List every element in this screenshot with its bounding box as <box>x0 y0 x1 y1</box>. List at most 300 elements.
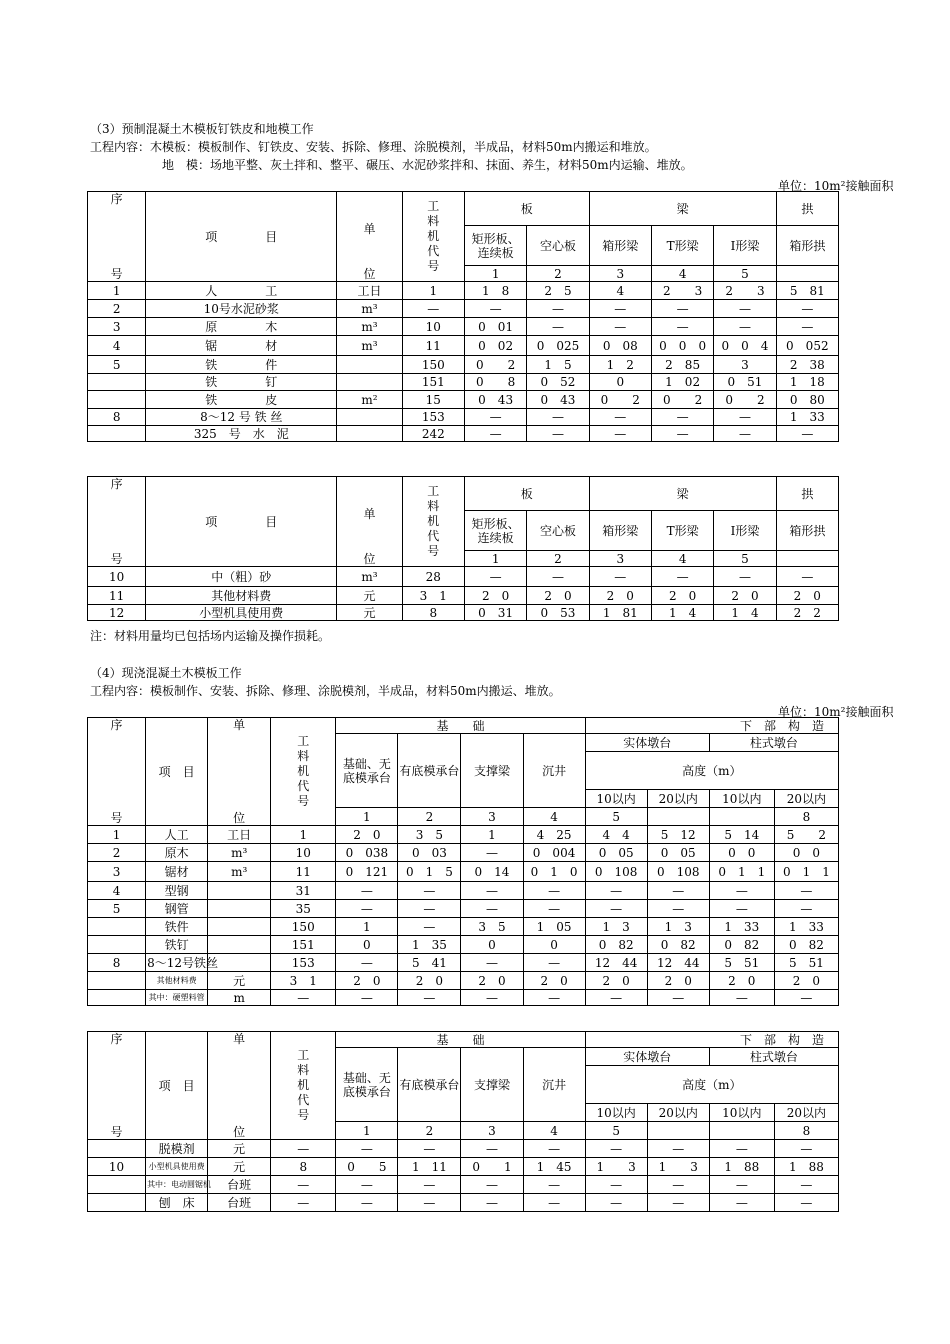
row-code: 8 <box>402 605 464 621</box>
header-n6 <box>776 266 838 282</box>
row-value: 0 5 <box>336 1158 398 1176</box>
row-value: 0 038 <box>336 844 398 862</box>
row-value: — <box>398 990 461 1006</box>
header-n3: 3 <box>461 1122 523 1140</box>
row-unit <box>208 900 271 918</box>
row-code: — <box>271 1140 336 1158</box>
row-unit: m³ <box>337 336 402 356</box>
table-row <box>88 391 839 409</box>
row-value: 2 3 <box>651 282 713 300</box>
row-code: 3 1 <box>271 972 336 990</box>
header-h2: 20以内 <box>647 790 709 808</box>
row-value: 0 108 <box>585 862 647 882</box>
header-c5: I形梁 <box>714 226 776 266</box>
row-value: 2 38 <box>776 356 838 374</box>
row-value: 0 2 <box>464 356 526 374</box>
row-value: — <box>464 567 526 587</box>
row-value: 2 2 <box>776 605 838 621</box>
row-value: 0 1 1 <box>709 862 774 882</box>
row-unit: m² <box>337 391 402 409</box>
row-seq: 4 <box>88 336 146 356</box>
row-value: 2 0 <box>336 826 398 844</box>
table-row <box>88 900 839 918</box>
header-h3: 10以内 <box>709 1104 774 1122</box>
row-unit: m³ <box>208 862 271 882</box>
row-code: 150 <box>402 356 464 374</box>
row-item: 其中：电动圆锯机 <box>146 1176 208 1194</box>
row-value: — <box>523 1176 585 1194</box>
header-xiabu: 下 部 构 造 <box>585 1032 838 1048</box>
row-value: 1 05 <box>523 918 585 936</box>
row-value: 0 52 <box>527 374 589 391</box>
row-unit: m³ <box>337 318 402 336</box>
row-value: — <box>585 1194 647 1212</box>
table-row <box>88 826 839 844</box>
section4-title: （4）现浇混凝土木模板工作 <box>90 666 242 680</box>
row-value: 1 11 <box>398 1158 461 1176</box>
row-item: 铁 皮 <box>146 391 337 409</box>
section4-content: 工程内容：模板制作、安装、拆除、修理、涂脱模剂，半成品，材料50m内搬运、堆放。 <box>90 684 561 698</box>
row-seq: 5 <box>88 356 146 374</box>
header-gong: 拱 <box>776 477 838 511</box>
row-seq <box>88 1140 146 1158</box>
row-value: 0 82 <box>709 936 774 954</box>
row-value: 0 052 <box>776 336 838 356</box>
row-value: — <box>527 300 589 318</box>
row-value: 2 0 <box>398 972 461 990</box>
row-unit: 元 <box>208 1140 271 1158</box>
row-value: 1 2 <box>589 356 651 374</box>
row-unit <box>208 882 271 900</box>
row-value: 0 08 <box>589 336 651 356</box>
header-unit-bottom: 位 <box>208 808 271 826</box>
row-value: 0 <box>461 936 523 954</box>
table-row <box>88 356 839 374</box>
row-value: 1 45 <box>523 1158 585 1176</box>
table-row <box>88 300 839 318</box>
row-unit: m³ <box>337 567 402 587</box>
row-value: — <box>647 1140 709 1158</box>
header-c1: 矩形板、连续板 <box>464 226 526 266</box>
row-value: — <box>589 300 651 318</box>
table-row <box>88 844 839 862</box>
header-n7 <box>709 808 774 826</box>
row-code: 8 <box>271 1158 336 1176</box>
row-value: — <box>776 567 838 587</box>
row-value: 2 0 <box>461 972 523 990</box>
row-value: 2 0 <box>651 587 713 605</box>
header-zhushi: 柱式墩台 <box>709 734 838 752</box>
row-value: 2 0 <box>714 587 776 605</box>
row-value: 0 53 <box>527 605 589 621</box>
header-c1: 基础、无底模承台 <box>336 734 398 808</box>
row-seq: 2 <box>88 844 146 862</box>
row-item: 脱模剂 <box>146 1140 208 1158</box>
row-value: 0 1 0 <box>523 862 585 882</box>
row-value: 1 88 <box>709 1158 774 1176</box>
row-value: 3 5 <box>398 826 461 844</box>
row-value: — <box>647 1176 709 1194</box>
row-value: 0 01 <box>464 318 526 336</box>
header-c3: 箱形梁 <box>589 511 651 551</box>
row-value: — <box>523 954 585 972</box>
row-item: 铁钉 <box>146 936 208 954</box>
header-h4: 20以内 <box>774 790 838 808</box>
header-xiabu: 下 部 构 造 <box>585 718 838 734</box>
header-n4: 4 <box>523 1122 585 1140</box>
row-seq: 4 <box>88 882 146 900</box>
row-value: — <box>336 990 398 1006</box>
row-value: — <box>774 1140 838 1158</box>
row-value: — <box>336 882 398 900</box>
table-3b <box>87 476 839 621</box>
row-value: — <box>774 990 838 1006</box>
row-seq: 10 <box>88 567 146 587</box>
header-n8: 8 <box>774 1122 838 1140</box>
row-seq: 2 <box>88 300 146 318</box>
header-c3: 支撑梁 <box>461 734 523 808</box>
header-n6 <box>776 551 838 567</box>
header-c1: 矩形板、连续板 <box>464 511 526 551</box>
row-code: 31 <box>271 882 336 900</box>
row-code: 153 <box>402 409 464 426</box>
row-value: 0 <box>523 936 585 954</box>
row-seq: 3 <box>88 318 146 336</box>
table-row <box>88 318 839 336</box>
header-seq-bottom: 号 <box>88 808 146 826</box>
row-value: — <box>398 918 461 936</box>
row-value: 3 <box>714 356 776 374</box>
row-value: 0 31 <box>464 605 526 621</box>
row-value: 2 0 <box>523 972 585 990</box>
row-unit: 元 <box>208 1158 271 1176</box>
row-value: — <box>651 300 713 318</box>
row-value: 2 0 <box>464 587 526 605</box>
row-code: 150 <box>271 918 336 936</box>
header-n1: 1 <box>336 1122 398 1140</box>
row-value: — <box>585 1176 647 1194</box>
row-value: — <box>336 900 398 918</box>
header-c2: 空心板 <box>527 226 589 266</box>
row-value: 2 0 <box>589 587 651 605</box>
row-value: 1 5 <box>527 356 589 374</box>
table-row <box>88 954 839 972</box>
row-item: 人工 <box>146 826 208 844</box>
row-value: — <box>647 882 709 900</box>
row-value: — <box>527 318 589 336</box>
row-value: 5 81 <box>776 282 838 300</box>
row-value: 0 82 <box>585 936 647 954</box>
row-value: — <box>774 1176 838 1194</box>
row-code: 11 <box>271 862 336 882</box>
header-item: 项 目 <box>146 1032 208 1140</box>
row-value: 4 4 <box>585 826 647 844</box>
row-value: 1 4 <box>651 605 713 621</box>
row-value: 1 81 <box>589 605 651 621</box>
row-item: 中（粗）砂 <box>146 567 337 587</box>
row-value: — <box>336 1194 398 1212</box>
header-seq-bottom: 号 <box>88 266 146 282</box>
header-unit-top: 单 <box>337 477 402 551</box>
table-row <box>88 587 839 605</box>
row-value: — <box>523 990 585 1006</box>
row-item: 人 工 <box>146 282 337 300</box>
header-n5: 5 <box>714 551 776 567</box>
header-zhushi: 柱式墩台 <box>709 1048 838 1066</box>
row-value: — <box>589 567 651 587</box>
table-row <box>88 936 839 954</box>
row-value: — <box>714 300 776 318</box>
header-gong: 拱 <box>776 192 838 226</box>
row-value: — <box>776 318 838 336</box>
row-value: 0 05 <box>585 844 647 862</box>
row-value: 0 82 <box>647 936 709 954</box>
table-row <box>88 605 839 621</box>
row-value: 1 35 <box>398 936 461 954</box>
row-value: 0 1 <box>461 1158 523 1176</box>
row-value: — <box>709 1176 774 1194</box>
header-seq: 序 <box>88 1032 146 1122</box>
header-liang: 梁 <box>589 192 776 226</box>
row-value: — <box>651 567 713 587</box>
row-item: 其他材料费 <box>146 972 208 990</box>
row-value: 0 <box>589 374 651 391</box>
table-row <box>88 862 839 882</box>
row-seq: 11 <box>88 587 146 605</box>
header-n7 <box>709 1122 774 1140</box>
row-value: — <box>709 900 774 918</box>
row-value: 0 05 <box>647 844 709 862</box>
header-n4: 4 <box>651 266 713 282</box>
row-value: — <box>461 1140 523 1158</box>
header-n6 <box>647 808 709 826</box>
row-value: — <box>647 900 709 918</box>
row-value: 5 51 <box>709 954 774 972</box>
row-value: — <box>589 409 651 426</box>
row-value: 0 80 <box>776 391 838 409</box>
row-code: 3 1 <box>402 587 464 605</box>
header-code: 工料机代号 <box>402 192 464 282</box>
row-seq <box>88 1176 146 1194</box>
row-value: — <box>398 900 461 918</box>
row-value: — <box>714 567 776 587</box>
row-value: 1 8 <box>464 282 526 300</box>
row-value: — <box>651 426 713 442</box>
row-seq <box>88 918 146 936</box>
header-c4: 沉井 <box>523 1048 585 1122</box>
row-value: 0 004 <box>523 844 585 862</box>
header-n3: 3 <box>589 266 651 282</box>
row-unit: 元 <box>208 972 271 990</box>
row-code: — <box>271 1176 336 1194</box>
row-value: 0 2 <box>714 391 776 409</box>
header-n3: 3 <box>589 551 651 567</box>
row-value: — <box>714 426 776 442</box>
row-value: — <box>461 954 523 972</box>
header-n4: 4 <box>523 808 585 826</box>
header-n1: 1 <box>336 808 398 826</box>
section3-unit: 单位：10m²接触面积 <box>778 179 894 193</box>
table-row <box>88 1176 839 1194</box>
row-item: 铁 钉 <box>146 374 337 391</box>
row-code: 10 <box>271 844 336 862</box>
row-item: 10号水泥砂浆 <box>146 300 337 318</box>
header-height: 高度（m） <box>585 1066 838 1104</box>
row-code: 153 <box>271 954 336 972</box>
row-value: — <box>398 882 461 900</box>
row-value: 0 51 <box>714 374 776 391</box>
header-n8: 8 <box>774 808 838 826</box>
header-seq: 序 <box>88 718 146 808</box>
header-c3: 支撑梁 <box>461 1048 523 1122</box>
row-value: — <box>709 990 774 1006</box>
row-code: 1 <box>271 826 336 844</box>
row-value: — <box>709 1140 774 1158</box>
row-value: — <box>461 1176 523 1194</box>
header-jichu: 基 础 <box>336 718 585 734</box>
row-value: 12 44 <box>585 954 647 972</box>
row-value: — <box>461 844 523 862</box>
header-item: 项 目 <box>146 718 208 826</box>
header-h1: 10以内 <box>585 790 647 808</box>
section3-title: （3）预制混凝土木模板钉铁皮和地模工作 <box>90 122 314 136</box>
row-unit <box>337 356 402 374</box>
header-c1: 基础、无底模承台 <box>336 1048 398 1122</box>
row-seq: 8 <box>88 954 146 972</box>
table-row <box>88 990 839 1006</box>
row-item: 小型机具使用费 <box>146 605 337 621</box>
row-value: — <box>523 1194 585 1212</box>
row-value: 0 82 <box>774 936 838 954</box>
header-item: 项 目 <box>146 477 337 567</box>
row-seq <box>88 374 146 391</box>
header-unit-top: 单 <box>337 192 402 266</box>
row-item: 8～12号铁丝 <box>147 955 218 970</box>
header-c3: 箱形梁 <box>589 226 651 266</box>
header-c4: T形梁 <box>651 226 713 266</box>
header-h1: 10以内 <box>585 1104 647 1122</box>
row-value: — <box>464 300 526 318</box>
row-code: 151 <box>402 374 464 391</box>
row-code: 28 <box>402 567 464 587</box>
header-seq-bottom: 号 <box>88 1122 146 1140</box>
row-value: 2 3 <box>714 282 776 300</box>
row-value: — <box>709 1194 774 1212</box>
row-code: 10 <box>402 318 464 336</box>
row-value: 1 02 <box>651 374 713 391</box>
row-value: — <box>651 318 713 336</box>
header-c2: 有底模承台 <box>398 1048 461 1122</box>
row-value: 0 025 <box>527 336 589 356</box>
row-value: — <box>398 1140 461 1158</box>
header-n5: 5 <box>714 266 776 282</box>
header-n5: 5 <box>585 1122 647 1140</box>
row-unit <box>337 426 402 442</box>
table-row <box>88 282 839 300</box>
row-value: 1 4 <box>714 605 776 621</box>
row-value: 4 <box>589 282 651 300</box>
header-n2: 2 <box>398 808 461 826</box>
row-value: — <box>398 1194 461 1212</box>
header-h2: 20以内 <box>647 1104 709 1122</box>
row-value: — <box>774 900 838 918</box>
row-seq: 1 <box>88 282 146 300</box>
row-seq <box>88 391 146 409</box>
row-value: — <box>336 954 398 972</box>
row-value: — <box>527 567 589 587</box>
table-row <box>88 1194 839 1212</box>
row-value: 0 121 <box>336 862 398 882</box>
row-code: 35 <box>271 900 336 918</box>
row-value: — <box>651 409 713 426</box>
header-code: 工料机代号 <box>402 477 464 567</box>
row-value: — <box>714 318 776 336</box>
row-value: — <box>585 1140 647 1158</box>
row-code: — <box>271 1194 336 1212</box>
row-value: 0 03 <box>398 844 461 862</box>
row-value: — <box>461 990 523 1006</box>
row-value: 1 <box>336 918 398 936</box>
header-n2: 2 <box>398 1122 461 1140</box>
table-3a <box>87 191 839 442</box>
row-value: — <box>461 882 523 900</box>
row-code: — <box>402 300 464 318</box>
header-c4: 沉井 <box>523 734 585 808</box>
row-value: — <box>585 990 647 1006</box>
section3-content-wood: 工程内容：木模板：模板制作、钉铁皮、安装、拆除、修理、涂脱模剂，半成品，材料50m内搬运和堆放。 <box>90 140 657 154</box>
row-value: — <box>589 318 651 336</box>
row-value: — <box>336 1176 398 1194</box>
row-value: — <box>776 300 838 318</box>
row-seq: 1 <box>88 826 146 844</box>
row-code: 15 <box>402 391 464 409</box>
row-value: 2 0 <box>527 587 589 605</box>
row-value: 0 43 <box>464 391 526 409</box>
row-value: 5 41 <box>398 954 461 972</box>
row-code: 151 <box>271 936 336 954</box>
header-shiti: 实体墩台 <box>585 734 709 752</box>
header-ban: 板 <box>464 477 589 511</box>
row-value: — <box>776 426 838 442</box>
row-value: 2 85 <box>651 356 713 374</box>
row-seq: 12 <box>88 605 146 621</box>
row-value: 3 5 <box>461 918 523 936</box>
row-value: — <box>523 900 585 918</box>
row-code: 11 <box>402 336 464 356</box>
row-item: 铁 件 <box>146 356 337 374</box>
row-code: 242 <box>402 426 464 442</box>
row-item: 锯材 <box>146 862 208 882</box>
row-seq: 3 <box>88 862 146 882</box>
row-value: 2 0 <box>336 972 398 990</box>
table-row <box>88 918 839 936</box>
row-seq <box>88 972 146 990</box>
row-value: — <box>585 900 647 918</box>
header-unit-top: 单 <box>208 1032 271 1122</box>
row-value: 1 <box>461 826 523 844</box>
header-n2: 2 <box>527 551 589 567</box>
section3-note: 注：材料用量均已包括场内运输及操作损耗。 <box>90 629 331 643</box>
table-row <box>88 972 839 990</box>
table-row <box>88 1158 839 1176</box>
row-item: 325 号 水 泥 <box>146 426 337 442</box>
row-value: — <box>585 882 647 900</box>
row-value: 1 3 <box>647 918 709 936</box>
row-item: 原 木 <box>146 318 337 336</box>
row-value: 0 14 <box>461 862 523 882</box>
row-value: — <box>464 426 526 442</box>
header-unit-bottom: 位 <box>337 266 402 282</box>
